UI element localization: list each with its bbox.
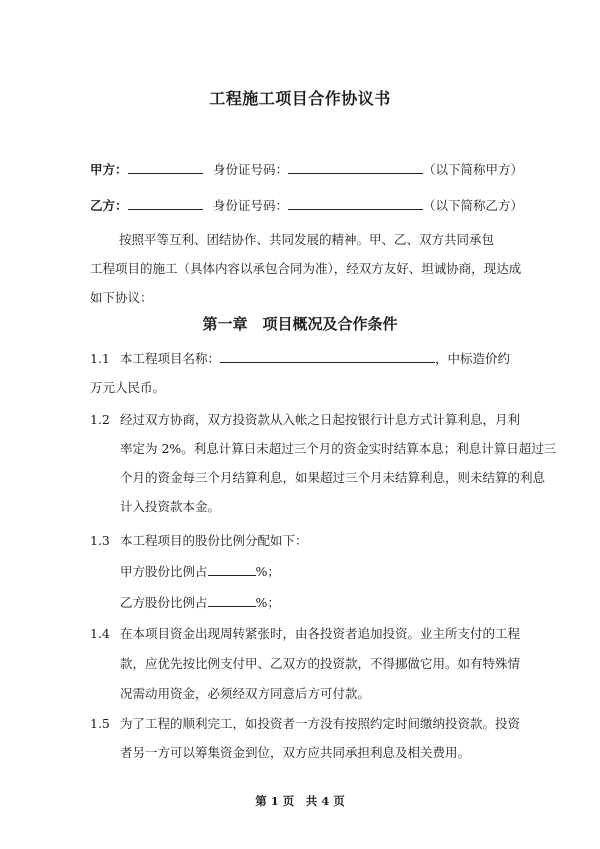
clause-1-4-number: 1.4 (90, 626, 110, 641)
share-a-label: 甲方股份比例占 (120, 564, 208, 579)
party-b-label: 乙方： (90, 198, 128, 213)
clause-1-3-line-1 (90, 531, 308, 549)
clause-1-1-suffix: ，中标造价约 (435, 351, 511, 366)
clause-1-1-prefix: 本工程项目名称： (120, 351, 221, 366)
clause-1-2-line-4: 计入投资款本金。 (120, 499, 221, 514)
project-name-blank (220, 350, 435, 363)
clause-1-5-line-2: 者另一方可以筹集资金到位，双方应共同承担利息及相关费用。 (120, 745, 471, 760)
clause-1-2-number: 1.2 (90, 412, 110, 427)
share-b-row (120, 593, 280, 611)
clause-1-3-text: 本工程项目的股份比例分配如下： (120, 533, 308, 548)
clause-1-2-line-2: 率定为 2%。利息计算日未超过三个月的资金实时结算本息；利息计算日超过三 (120, 441, 557, 456)
share-b-label: 乙方股份比例占 (120, 595, 208, 610)
party-b-suffix: （以下简称乙方） (423, 198, 524, 213)
clause-1-5-number: 1.5 (90, 716, 110, 731)
clause-1-4-line-2: 款，应优先按比例支付甲、乙双方的投资款，不得挪做它用。如有特殊情 (120, 656, 521, 671)
clause-1-5-text-1: 为了工程的顺利完工，如投资者一方没有按照约定时间缴纳投资款。投资 (120, 716, 521, 731)
chapter-title: 第一章 项目概况及合作条件 (202, 315, 398, 333)
clause-1-2-line-3: 个月的资金每三个月结算利息，如果超过三个月未结算利息，则未结算的利息 (120, 470, 546, 485)
share-a-blank (208, 563, 256, 576)
party-a-suffix: （以下简称甲方） (423, 162, 524, 177)
clause-1-4-line-1 (90, 624, 520, 642)
intro-line-1: 按照平等互利、团结协作、共同发展的精神。甲、乙、双方共同承包 (119, 232, 495, 247)
party-a-id-label: 身份证号码： (213, 162, 289, 177)
party-b-id-label: 身份证号码： (213, 198, 289, 213)
party-b-id-blank (288, 197, 423, 210)
page-footer: 第 1 页 共 4 页 (255, 794, 345, 808)
clause-1-3-number: 1.3 (90, 533, 110, 548)
intro-line-2: 工程项目的施工（具体内容以承包合同为准），经双方友好、坦诚协商，现达成 (90, 261, 522, 276)
share-a-percent: %； (255, 564, 280, 579)
clause-1-5-line-1 (90, 714, 520, 732)
document-title: 工程施工项目合作协议书 (209, 89, 391, 108)
party-b-name-blank (128, 197, 203, 210)
share-a-row (120, 562, 280, 580)
clause-1-2-text-1: 经过双方协商，双方投资款从入帐之日起按银行计息方式计算利息，月利 (120, 412, 521, 427)
party-b-id-row (213, 196, 523, 214)
share-b-percent: %； (255, 595, 280, 610)
clause-1-2-line-1 (90, 410, 520, 428)
party-a-label: 甲方： (90, 162, 128, 177)
party-a-id-blank (288, 161, 423, 174)
clause-1-4-text-1: 在本项目资金出现周转紧张时，由各投资者追加投资。业主所支付的工程 (120, 626, 521, 641)
clause-1-1-line-2: 万元人民币。 (90, 380, 166, 395)
party-a-row (90, 160, 203, 178)
intro-line-3: 如下协议： (90, 290, 153, 305)
party-a-id-row (213, 160, 523, 178)
clause-1-1-line-1 (90, 349, 510, 367)
party-a-name-blank (128, 161, 203, 174)
party-b-row (90, 196, 203, 214)
clause-1-4-line-3: 况需动用资金，必须经双方同意后方可付款。 (120, 686, 371, 701)
clause-1-1-number: 1.1 (90, 351, 110, 366)
share-b-blank (208, 594, 256, 607)
